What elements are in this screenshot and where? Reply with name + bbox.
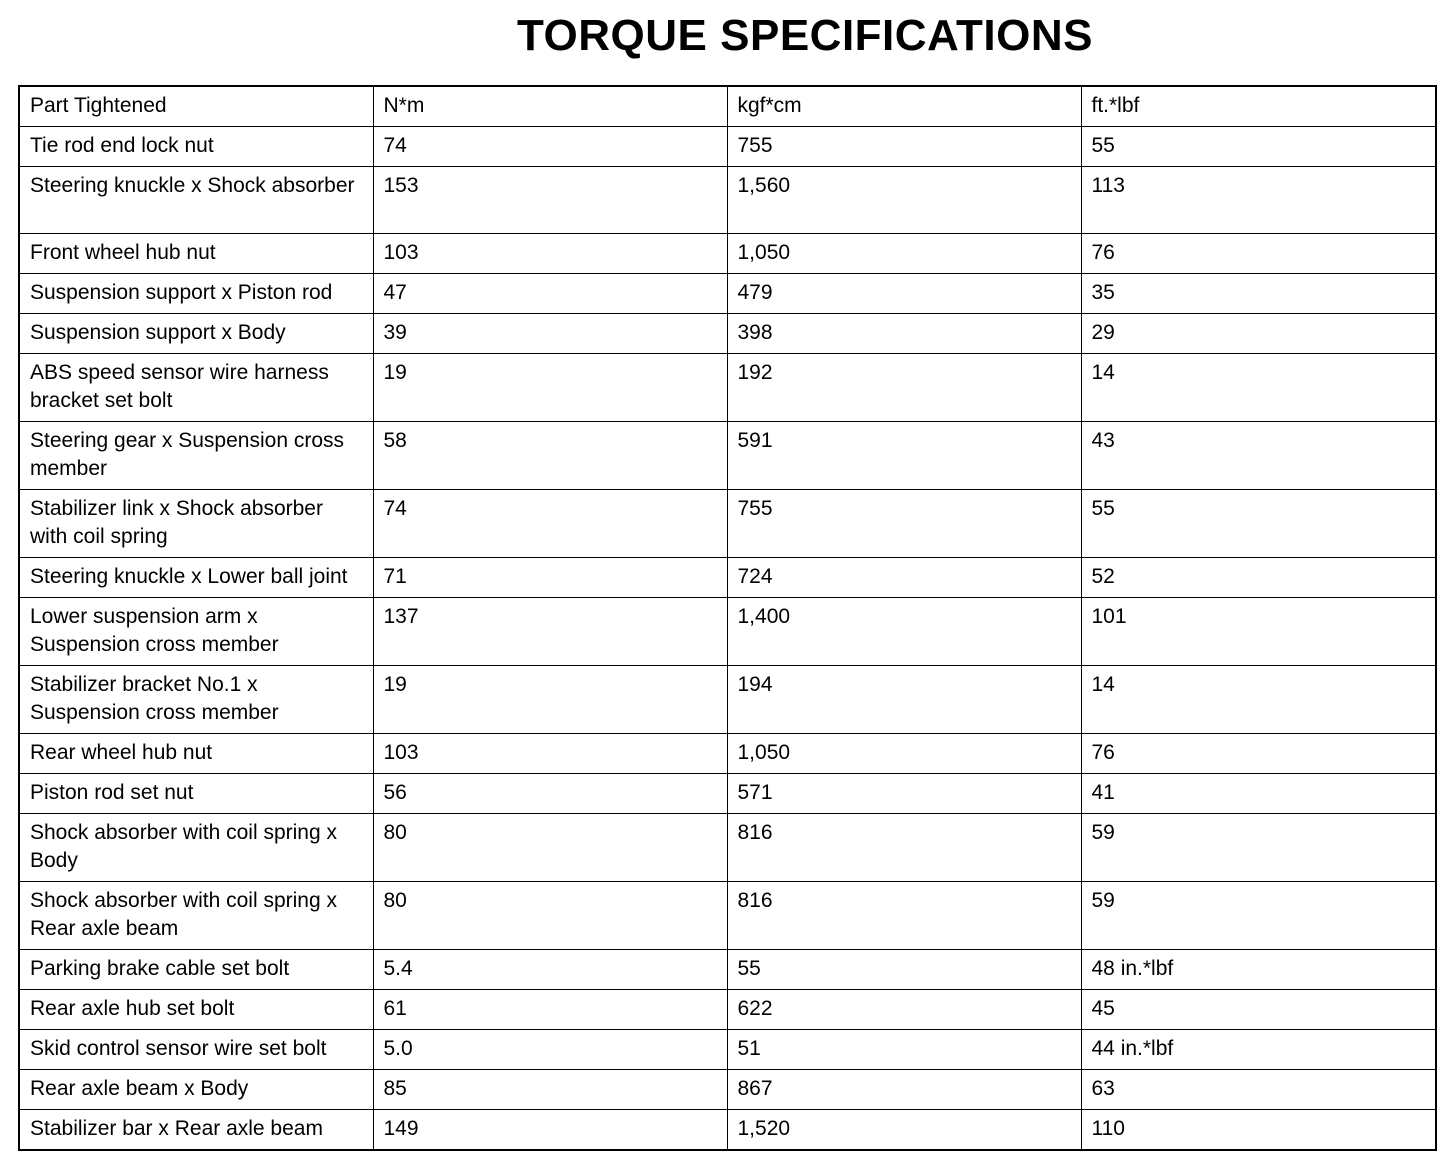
table-row [19, 882, 1436, 950]
part-cell: Parking brake cable set bolt [19, 950, 373, 990]
part-cell: Suspension support x Body [19, 314, 373, 354]
ftlbf-cell: 59 [1081, 882, 1436, 950]
ftlbf-cell: 14 [1081, 354, 1436, 422]
nm-cell: 74 [373, 127, 727, 167]
nm-cell: 103 [373, 234, 727, 274]
part-cell: Tie rod end lock nut [19, 127, 373, 167]
part-cell: Shock absorber with coil spring x Body [19, 814, 373, 882]
part-cell: Steering gear x Suspension cross member [19, 422, 373, 490]
ftlbf-cell: 76 [1081, 234, 1436, 274]
part-cell: Shock absorber with coil spring x Rear axle beam [19, 882, 373, 950]
table-row [19, 490, 1436, 558]
table-row [19, 167, 1436, 234]
ftlbf-cell: 101 [1081, 598, 1436, 666]
header-nm: N*m [373, 86, 727, 127]
kgfcm-cell: 755 [727, 490, 1081, 558]
page-title: TORQUE SPECIFICATIONS [516, 11, 1094, 60]
table-row [19, 1110, 1436, 1151]
ftlbf-cell: 59 [1081, 814, 1436, 882]
table-row [19, 1030, 1436, 1070]
nm-cell: 19 [373, 354, 727, 422]
ftlbf-cell: 113 [1081, 167, 1436, 234]
nm-cell: 5.0 [373, 1030, 727, 1070]
table-row [19, 990, 1436, 1030]
part-cell: Rear axle hub set bolt [19, 990, 373, 1030]
ftlbf-cell: 41 [1081, 774, 1436, 814]
part-cell: Steering knuckle x Shock absorber [19, 167, 373, 234]
kgfcm-cell: 816 [727, 814, 1081, 882]
part-cell: Suspension support x Piston rod [19, 274, 373, 314]
table-row [19, 666, 1436, 734]
table-row [19, 422, 1436, 490]
header-kgfcm: kgf*cm [727, 86, 1081, 127]
nm-cell: 80 [373, 882, 727, 950]
part-cell: Piston rod set nut [19, 774, 373, 814]
part-cell: Stabilizer bar x Rear axle beam [19, 1110, 373, 1151]
table-row [19, 598, 1436, 666]
table-row [19, 274, 1436, 314]
kgfcm-cell: 1,400 [727, 598, 1081, 666]
ftlbf-cell: 110 [1081, 1110, 1436, 1151]
table-row [19, 354, 1436, 422]
torque-spec-table [18, 85, 1437, 1151]
ftlbf-cell: 55 [1081, 127, 1436, 167]
table-row [19, 734, 1436, 774]
ftlbf-cell: 48 in.*lbf [1081, 950, 1436, 990]
nm-cell: 85 [373, 1070, 727, 1110]
nm-cell: 80 [373, 814, 727, 882]
nm-cell: 19 [373, 666, 727, 734]
part-cell: Rear axle beam x Body [19, 1070, 373, 1110]
nm-cell: 153 [373, 167, 727, 234]
kgfcm-cell: 479 [727, 274, 1081, 314]
nm-cell: 58 [373, 422, 727, 490]
ftlbf-cell: 45 [1081, 990, 1436, 1030]
header-part-tightened: Part Tightened [19, 86, 373, 127]
part-cell: Skid control sensor wire set bolt [19, 1030, 373, 1070]
nm-cell: 71 [373, 558, 727, 598]
ftlbf-cell: 76 [1081, 734, 1436, 774]
nm-cell: 149 [373, 1110, 727, 1151]
ftlbf-cell: 29 [1081, 314, 1436, 354]
nm-cell: 103 [373, 734, 727, 774]
table-row [19, 774, 1436, 814]
kgfcm-cell: 755 [727, 127, 1081, 167]
nm-cell: 56 [373, 774, 727, 814]
nm-cell: 61 [373, 990, 727, 1030]
kgfcm-cell: 398 [727, 314, 1081, 354]
kgfcm-cell: 55 [727, 950, 1081, 990]
kgfcm-cell: 867 [727, 1070, 1081, 1110]
kgfcm-cell: 194 [727, 666, 1081, 734]
kgfcm-cell: 192 [727, 354, 1081, 422]
nm-cell: 39 [373, 314, 727, 354]
kgfcm-cell: 1,050 [727, 234, 1081, 274]
table-row [19, 1070, 1436, 1110]
nm-cell: 47 [373, 274, 727, 314]
table-row [19, 234, 1436, 274]
kgfcm-cell: 51 [727, 1030, 1081, 1070]
part-cell: ABS speed sensor wire harness bracket set bolt [19, 354, 373, 422]
kgfcm-cell: 724 [727, 558, 1081, 598]
kgfcm-cell: 591 [727, 422, 1081, 490]
table-row [19, 127, 1436, 167]
kgfcm-cell: 1,050 [727, 734, 1081, 774]
part-cell: Stabilizer bracket No.1 x Suspension cross member [19, 666, 373, 734]
kgfcm-cell: 571 [727, 774, 1081, 814]
ftlbf-cell: 35 [1081, 274, 1436, 314]
table-header-row [19, 86, 1436, 127]
part-cell: Rear wheel hub nut [19, 734, 373, 774]
part-cell: Steering knuckle x Lower ball joint [19, 558, 373, 598]
kgfcm-cell: 622 [727, 990, 1081, 1030]
nm-cell: 5.4 [373, 950, 727, 990]
part-cell: Lower suspension arm x Suspension cross member [19, 598, 373, 666]
ftlbf-cell: 43 [1081, 422, 1436, 490]
part-cell: Front wheel hub nut [19, 234, 373, 274]
ftlbf-cell: 14 [1081, 666, 1436, 734]
kgfcm-cell: 1,560 [727, 167, 1081, 234]
ftlbf-cell: 52 [1081, 558, 1436, 598]
table-row [19, 814, 1436, 882]
ftlbf-cell: 63 [1081, 1070, 1436, 1110]
table-row [19, 314, 1436, 354]
table-row [19, 950, 1436, 990]
table-row [19, 558, 1436, 598]
kgfcm-cell: 1,520 [727, 1110, 1081, 1151]
nm-cell: 74 [373, 490, 727, 558]
header-ftlbf: ft.*lbf [1081, 86, 1436, 127]
nm-cell: 137 [373, 598, 727, 666]
ftlbf-cell: 55 [1081, 490, 1436, 558]
ftlbf-cell: 44 in.*lbf [1081, 1030, 1436, 1070]
kgfcm-cell: 816 [727, 882, 1081, 950]
part-cell: Stabilizer link x Shock absorber with coil spring [19, 490, 373, 558]
